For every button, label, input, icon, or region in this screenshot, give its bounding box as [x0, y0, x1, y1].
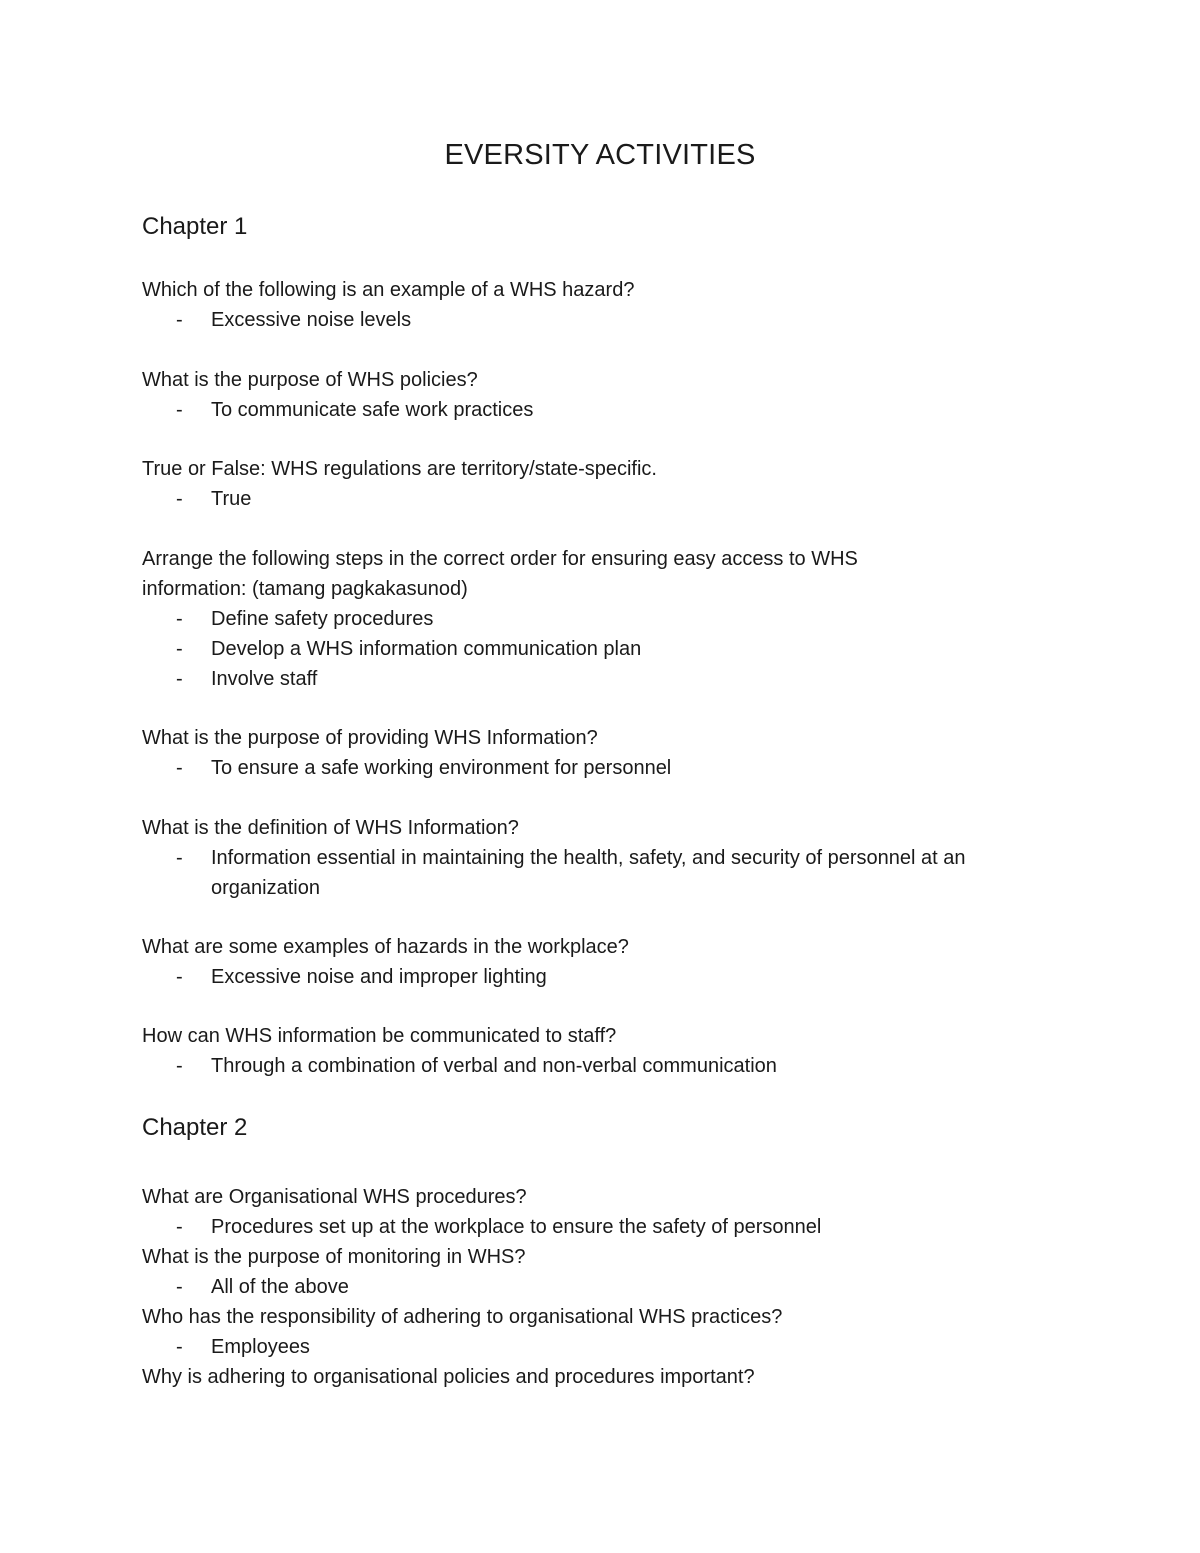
- document-title: EVERSITY ACTIVITIES: [444, 139, 756, 171]
- answer-text: True: [211, 488, 252, 510]
- bullet: -: [176, 1276, 183, 1298]
- bullet: -: [176, 1336, 183, 1358]
- question: Who has the responsibility of adhering to organisational WHS practices?: [142, 1306, 783, 1328]
- answer: [176, 484, 1056, 514]
- answer-text: Procedures set up at the workplace to ensure the safety of personnel: [211, 1216, 822, 1238]
- answer-text: To communicate safe work practices: [211, 399, 534, 421]
- question: True or False: WHS regulations are territory/state-specific.: [142, 458, 657, 480]
- question: What is the purpose of providing WHS Information?: [142, 727, 598, 749]
- question-continuation: information: (tamang pagkakasunod): [142, 578, 468, 600]
- question: What is the purpose of monitoring in WHS?: [142, 1246, 526, 1268]
- question: What are some examples of hazards in the workplace?: [142, 936, 629, 958]
- bullet: -: [176, 966, 183, 988]
- answer: [176, 843, 1056, 903]
- question: What is the definition of WHS Information?: [142, 817, 519, 839]
- bullet: -: [176, 399, 183, 421]
- answer-text: Employees: [211, 1336, 310, 1358]
- answer-text: Excessive noise and improper lighting: [211, 966, 547, 988]
- bullet: -: [176, 309, 183, 331]
- bullet: -: [176, 1216, 183, 1238]
- chapter-heading: Chapter 1: [142, 213, 248, 240]
- answer: [176, 634, 1056, 664]
- question: What are Organisational WHS procedures?: [142, 1186, 527, 1208]
- answer-text: Develop a WHS information communication plan: [211, 638, 642, 660]
- answer: [176, 962, 1056, 992]
- answer: [176, 305, 1056, 335]
- answer-text: Information essential in maintaining the health, safety, and security of personnel at an organization: [211, 847, 966, 899]
- answer: [176, 1212, 1056, 1242]
- answer: [176, 395, 1056, 425]
- question: Why is adhering to organisational policies and procedures important?: [142, 1366, 755, 1388]
- bullet: -: [176, 488, 183, 510]
- bullet: -: [176, 608, 183, 630]
- answer-text: To ensure a safe working environment for personnel: [211, 757, 672, 779]
- question: What is the purpose of WHS policies?: [142, 369, 478, 391]
- answer: [176, 1272, 1056, 1302]
- answer-text: Define safety procedures: [211, 608, 434, 630]
- bullet: -: [176, 668, 183, 690]
- bullet: -: [176, 1055, 183, 1077]
- bullet: -: [176, 638, 183, 660]
- answer: [176, 1051, 1056, 1081]
- answer: [176, 664, 1056, 694]
- question: Arrange the following steps in the correct order for ensuring easy access to WHS: [142, 548, 858, 570]
- answer: [176, 604, 1056, 634]
- question: Which of the following is an example of a WHS hazard?: [142, 279, 635, 301]
- answer: [176, 1332, 1056, 1362]
- question: How can WHS information be communicated to staff?: [142, 1025, 617, 1047]
- bullet: -: [176, 757, 183, 779]
- answer-text: Excessive noise levels: [211, 309, 412, 331]
- answer-text: Through a combination of verbal and non-verbal communication: [211, 1055, 777, 1077]
- answer-text: All of the above: [211, 1276, 349, 1298]
- answer-text: Involve staff: [211, 668, 318, 690]
- answer: [176, 753, 1056, 783]
- bullet: -: [176, 847, 183, 869]
- chapter-heading: Chapter 2: [142, 1114, 248, 1141]
